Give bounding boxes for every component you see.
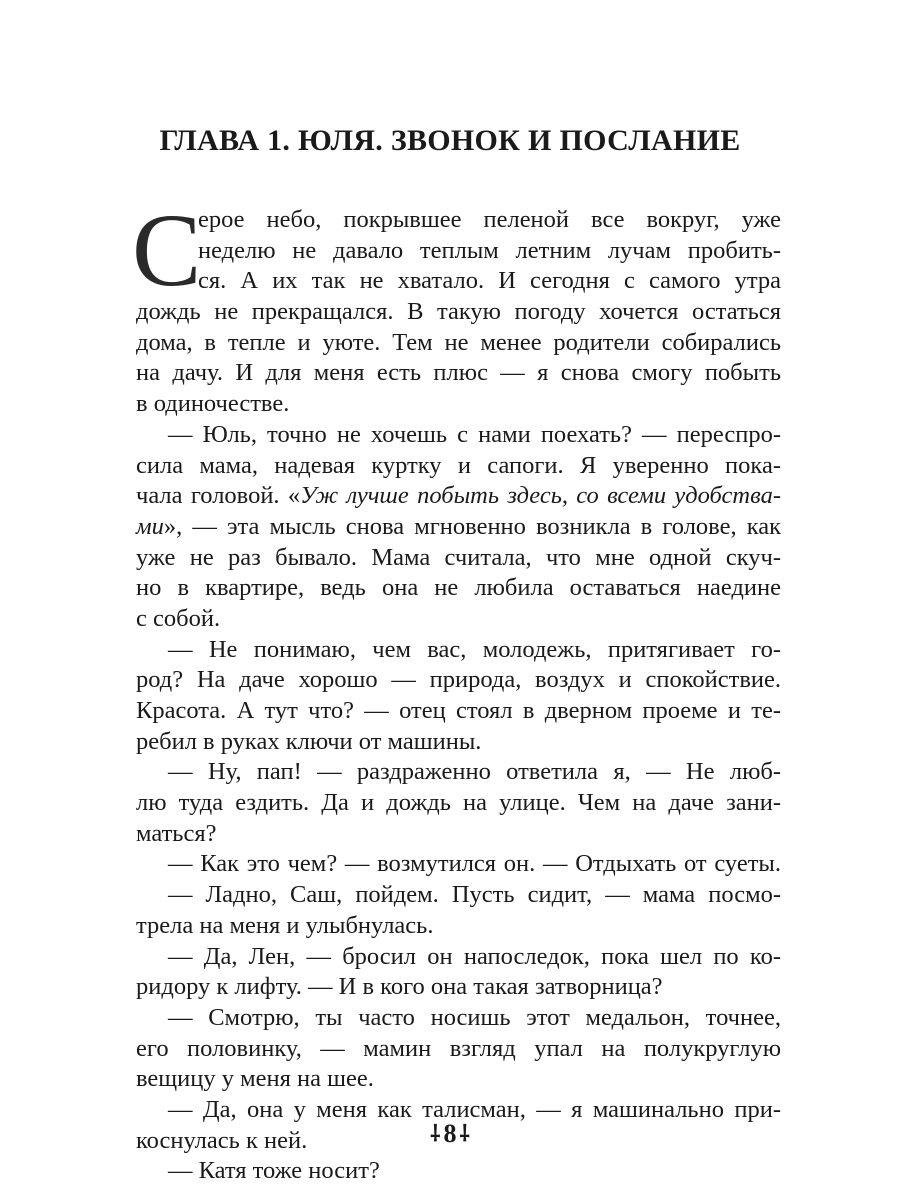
line-fragment: чала головой. « [136,482,301,510]
text-line-2: неделю не давало теплым летним лучам пробить- [198,236,781,264]
text-line-14: с собой. [136,604,221,632]
text-line-13: но в квартире, ведь она не любила оставаться наедине [136,574,781,602]
page-number [0,1118,900,1149]
text-line-25: — Да, Лен, — бросил он напоследок, пока шел по ко- [168,942,781,970]
text-line-20: лю туда ездить. Да и дождь на улице. Чем на даче зани- [136,789,781,817]
text-line-16: род? На даче хорошо — природа, воздух и спокойствие. [136,666,781,694]
italic-quote: Уж лучше побыть здесь, со всеми удобства- [300,482,781,510]
right-ornament-icon: ⸸ [459,1121,470,1146]
text-line-24: трела на меня и улыбнулась. [136,911,434,939]
text-line-9: сила мама, надевая куртку и сапоги. Я уверенно пока- [136,451,781,479]
text-line-10 [136,481,781,512]
line-fragment: ерое небо, покрывшее пеленой все вокруг, уже [198,206,781,233]
text-line-22: — Как это чем? — возмутился он. — Отдыхать от суеты. [168,850,781,878]
text-line-5: дома, в тепле и уюте. Тем не менее родители собирались [136,328,781,356]
text-line-19: — Ну, пап! — раздраженно ответила я, — Не люб- [168,758,781,786]
text-line-27: — Смотрю, ты часто носишь этот медальон, точнее, [168,1003,781,1031]
text-line-28: его половинку, — мамин взгляд упал на полукруглую [136,1034,781,1062]
text-line-15: — Не понимаю, чем вас, молодежь, притягивает го- [168,635,781,663]
text-line-32: — Катя тоже носит? [168,1157,380,1185]
text-line-23: — Ладно, Саш, пойдем. Пусть сидит, — мама посмо- [168,881,781,909]
text-line-17: Красота. А тут что? — отец стоял в дверном проеме и те- [136,697,781,724]
left-ornament-icon: ⸸ [430,1121,441,1146]
chapter-title: ГЛАВА 1. ЮЛЯ. ЗВОНОК И ПОСЛАНИЕ [159,124,741,157]
text-line-7: в одиночестве. [136,390,290,418]
drop-cap: С [132,193,202,308]
italic-quote: ми [136,512,164,540]
text-line-8: — Юль, точно не хочешь с нами поехать? — переспро- [168,420,781,448]
text-line-21: маться? [136,819,217,847]
text-line-11 [136,512,781,543]
page-number-value: 8 [443,1119,457,1148]
body-text [132,193,781,1187]
text-line-6: на дачу. И для меня есть плюс — я снова смогу побыть [136,359,781,387]
text-line-31: коснулась к ней. [136,1126,308,1154]
text-line-12: уже не раз бывало. Мама считала, что мне одной скуч- [136,543,781,571]
text-line-18: ребил в руках ключи от машины. [136,727,482,755]
text-line-29: вещицу у меня на шее. [136,1065,374,1093]
line-fragment: », — эта мысль снова мгновенно возникла в голове, как [163,512,781,540]
text-line-4: дождь не прекращался. В такую погоду хочется остаться [136,298,781,326]
text-line-26: ридору к лифту. — И в кого она такая затворница? [136,973,663,1001]
text-line-30: — Да, она у меня как талисман, — я машинально при- [168,1095,781,1123]
text-line-3: ся. А их так не хватало. И сегодня с самого утра [198,267,781,295]
